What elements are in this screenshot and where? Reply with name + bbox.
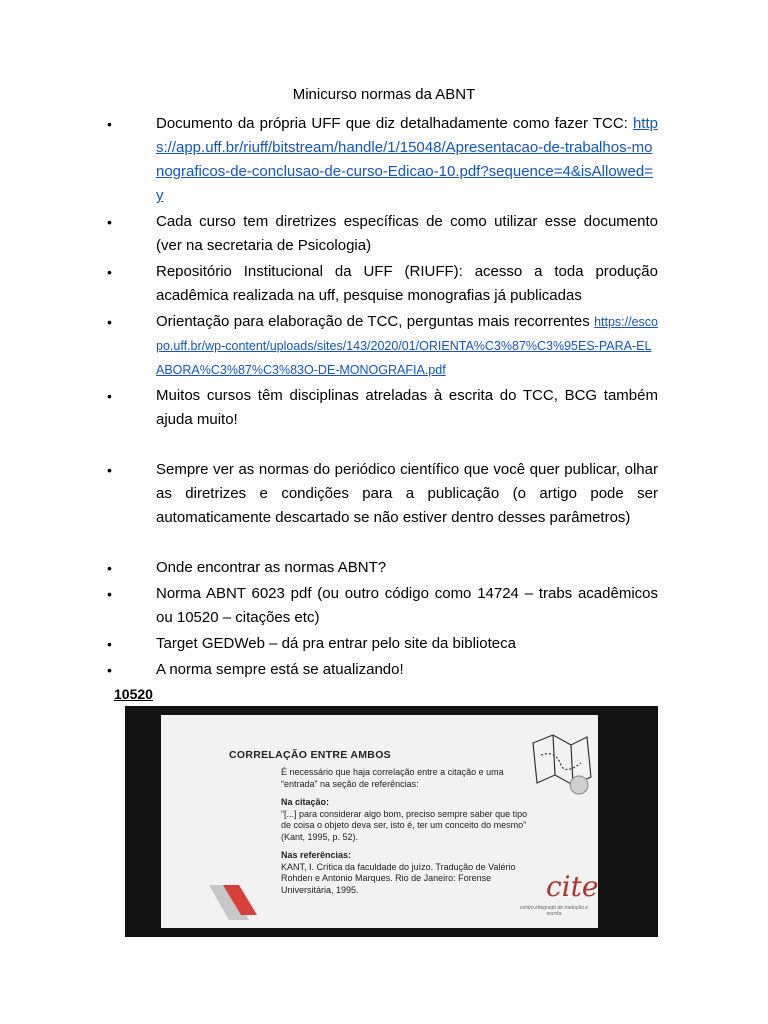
references-label: Nas referências: <box>281 850 352 860</box>
document-title: Minicurso normas da ABNT <box>292 86 476 103</box>
list-item <box>131 632 658 656</box>
item-text: Orientação para elaboração de TCC, perguntas mais recorrentes <box>156 313 590 330</box>
item-text: • A norma sempre está se atualizando! <box>156 661 404 678</box>
list-item <box>131 658 658 682</box>
item-text: • Repositório Institucional da UFF (RIUFF): acesso a toda produção acadêmica realizada na uff, pesquise monografias já publicadas <box>156 263 658 304</box>
slide-body <box>281 767 531 896</box>
slide-heading: CORRELAÇÃO ENTRE AMBOS <box>229 749 391 761</box>
section-label: 10520 <box>114 686 153 702</box>
slide <box>161 715 598 928</box>
escopo-orientation-link[interactable]: https://escopo.uff.br/wp-content/uploads/sites/143/2020/01/ORIENTA%C3%87%C3%95ES-PARA-ELABORA%C3%87%C3%83O-DE-MONOGRAFIA.pdf <box>156 315 659 377</box>
citation-label: Na citação: <box>281 797 330 807</box>
cite-logo-subtitle: centro integrado de tradução e escrita <box>519 905 589 917</box>
item-text: • Muitos cursos têm disciplinas atreladas à escrita do TCC, BCG também ajuda muito! <box>156 387 658 428</box>
list-item <box>131 112 658 208</box>
slide-screenshot <box>125 706 658 937</box>
item-text: • Norma ABNT 6023 pdf (ou outro código como 14724 – trabs acadêmicos ou 10520 – citações etc) <box>156 585 658 626</box>
item-text: • Onde encontrar as normas ABNT? <box>156 559 387 576</box>
bullet-list <box>131 112 658 684</box>
uff-tcc-guide-link[interactable]: https://app.uff.br/riuff/bitstream/handle/1/15048/Apresentacao-de-trabalhos-monograficos-de-conclusao-de-curso-Edicao-10.pdf?sequence=4&isAllowed=y <box>156 115 658 204</box>
list-item <box>131 582 658 630</box>
list-item <box>131 384 658 432</box>
list-item <box>131 310 658 382</box>
slide-intro: É necessário que haja correlação entre a citação e uma “entrada” na seção de referências: <box>281 767 504 789</box>
item-text: Documento da própria UFF que diz detalhadamente como fazer TCC: <box>156 115 628 132</box>
list-item <box>131 556 658 580</box>
item-text: • Sempre ver as normas do periódico científico que você quer publicar, olhar as diretrizes e condições para a publicação (o artigo pode ser automaticamente descartado se não estiver dentro desses parâmetros) <box>156 461 658 526</box>
list-item <box>131 458 658 530</box>
compass-icon <box>570 776 588 794</box>
item-text: • Cada curso tem diretrizes específicas de como utilizar esse documento (ver na secretaria de Psicologia) <box>156 213 658 254</box>
list-item <box>131 260 658 308</box>
item-text: • Target GEDWeb – dá pra entrar pelo site da biblioteca <box>156 635 516 652</box>
citation-text: “[...] para considerar algo bom, preciso sempre saber que tipo de coisa o objeto deva ser, isto é, ter um conceito do mesmo” (Kant, 1995, p. 52). <box>281 808 528 842</box>
references-text: KANT, I. Crítica da faculdade do juízo. Tradução de Valério Rohden e Antonio Marques. Rio de Janeiro: Forense Universitária, 1995. <box>281 861 516 895</box>
cite-logo: cite <box>546 870 598 903</box>
list-item <box>131 210 658 258</box>
